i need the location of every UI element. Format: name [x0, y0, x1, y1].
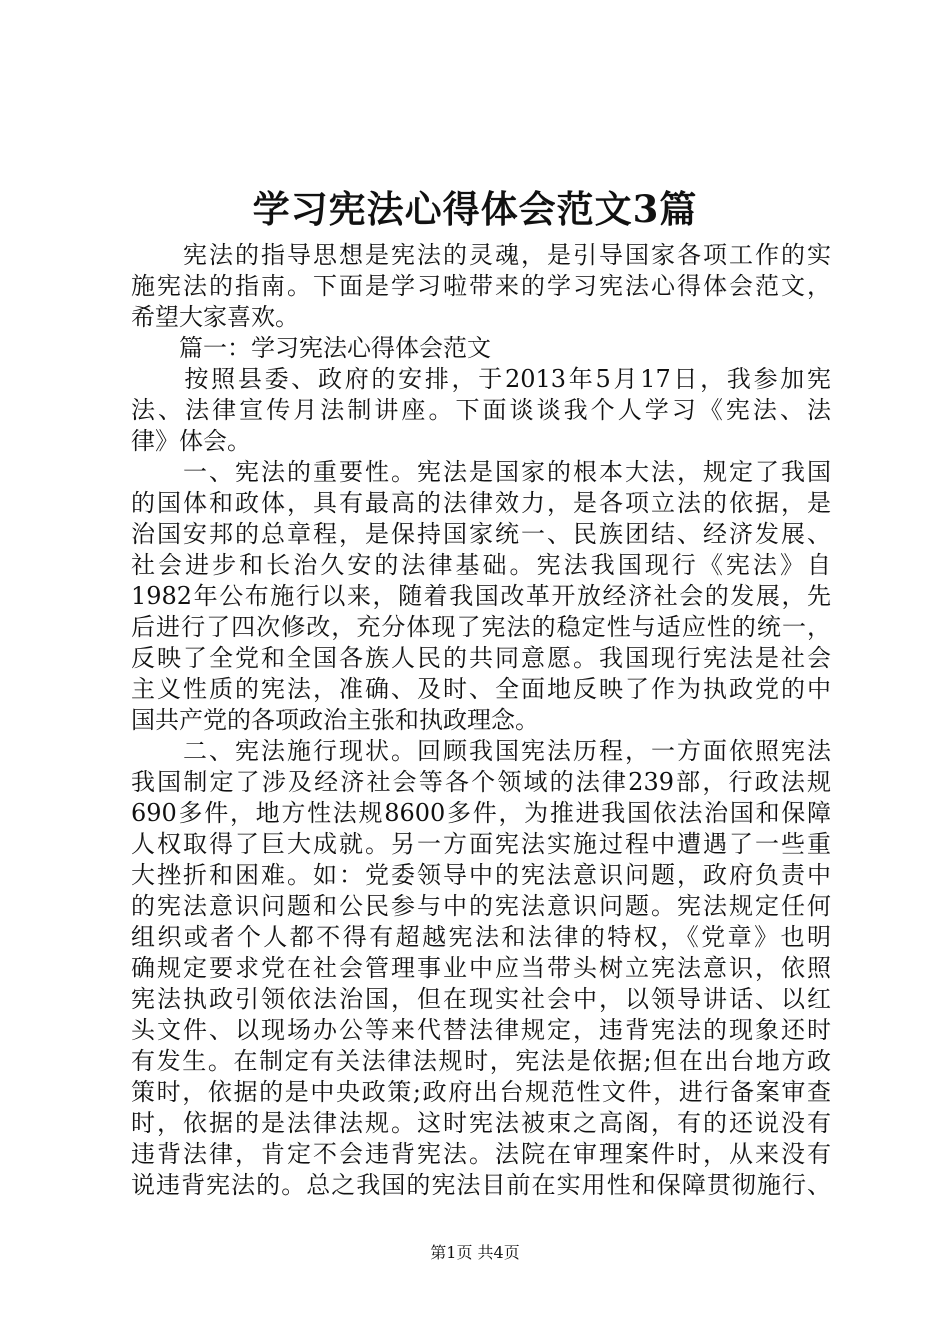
- body-line: 时，依据的是法律法规。这时宪法被束之高阁，有的还说没有: [131, 1109, 831, 1137]
- body-line: 篇一：学习宪法心得体会范文: [131, 334, 491, 362]
- body-line: 法、法律宣传月法制讲座。下面谈谈我个人学习《宪法、法: [131, 396, 831, 424]
- body-line: 策时，依据的是中央政策;政府出台规范性文件，进行备案审查: [131, 1078, 831, 1106]
- page-footer: 第1页 共4页: [430, 1243, 520, 1262]
- body-line: 违背法律，肯定不会违背宪法。法院在审理案件时，从来没有: [131, 1140, 831, 1168]
- document-title: 学习宪法心得体会范文3篇: [252, 187, 698, 231]
- body-line: 治国安邦的总章程，是保持国家统一、民族团结、经济发展、: [131, 520, 831, 548]
- body-line: 施宪法的指南。下面是学习啦带来的学习宪法心得体会范文，: [131, 272, 831, 300]
- body-line: 说违背宪法的。总之我国的宪法目前在实用性和保障贯彻施行、: [131, 1171, 831, 1199]
- body-line: 头文件、以现场办公等来代替法律规定，违背宪法的现象还时: [131, 1016, 831, 1044]
- body-line: 人权取得了巨大成就。另一方面宪法实施过程中遭遇了一些重: [131, 830, 831, 858]
- body-line: 有发生。在制定有关法律法规时，宪法是依据;但在出台地方政: [131, 1047, 831, 1075]
- body-line: 主义性质的宪法，准确、及时、全面地反映了作为执政党的中: [131, 675, 831, 703]
- body-line: 确规定要求党在社会管理事业中应当带头树立宪法意识，依照: [131, 954, 831, 982]
- body-line: 宪法执政引领依法治国，但在现实社会中，以领导讲话、以红: [131, 985, 831, 1013]
- body-line: 1982年公布施行以来，随着我国改革开放经济社会的发展，先: [131, 582, 831, 610]
- document-body: [131, 240, 831, 1201]
- body-line: 律》体会。: [131, 427, 251, 455]
- body-line: 690多件，地方性法规8600多件，为推进我国依法治国和保障: [131, 799, 831, 827]
- body-line: 国共产党的各项政治主张和执政理念。: [131, 706, 539, 734]
- body-line: 宪法的指导思想是宪法的灵魂，是引导国家各项工作的实: [131, 241, 831, 269]
- body-line: 社会进步和长治久安的法律基础。宪法我国现行《宪法》自: [131, 551, 831, 579]
- body-line: 后进行了四次修改，充分体现了宪法的稳定性与适应性的统一，: [131, 613, 831, 641]
- body-line: 我国制定了涉及经济社会等各个领域的法律239部，行政法规: [131, 768, 831, 796]
- body-line: 二、宪法施行现状。回顾我国宪法历程，一方面依照宪法: [131, 737, 831, 765]
- body-line: 大挫折和困难。如：党委领导中的宪法意识问题，政府负责中: [131, 861, 831, 889]
- body-line: 按照县委、政府的安排，于2013年5月17日，我参加宪: [131, 365, 831, 393]
- body-line: 组织或者个人都不得有超越宪法和法律的特权，《党章》也明: [131, 923, 831, 951]
- body-line: 的国体和政体，具有最高的法律效力，是各项立法的依据，是: [131, 489, 831, 517]
- body-line: 反映了全党和全国各族人民的共同意愿。我国现行宪法是社会: [131, 644, 831, 672]
- body-line: 一、宪法的重要性。宪法是国家的根本大法，规定了我国: [131, 458, 831, 486]
- body-line: 希望大家喜欢。: [131, 303, 299, 331]
- body-line: 的宪法意识问题和公民参与中的宪法意识问题。宪法规定任何: [131, 892, 831, 920]
